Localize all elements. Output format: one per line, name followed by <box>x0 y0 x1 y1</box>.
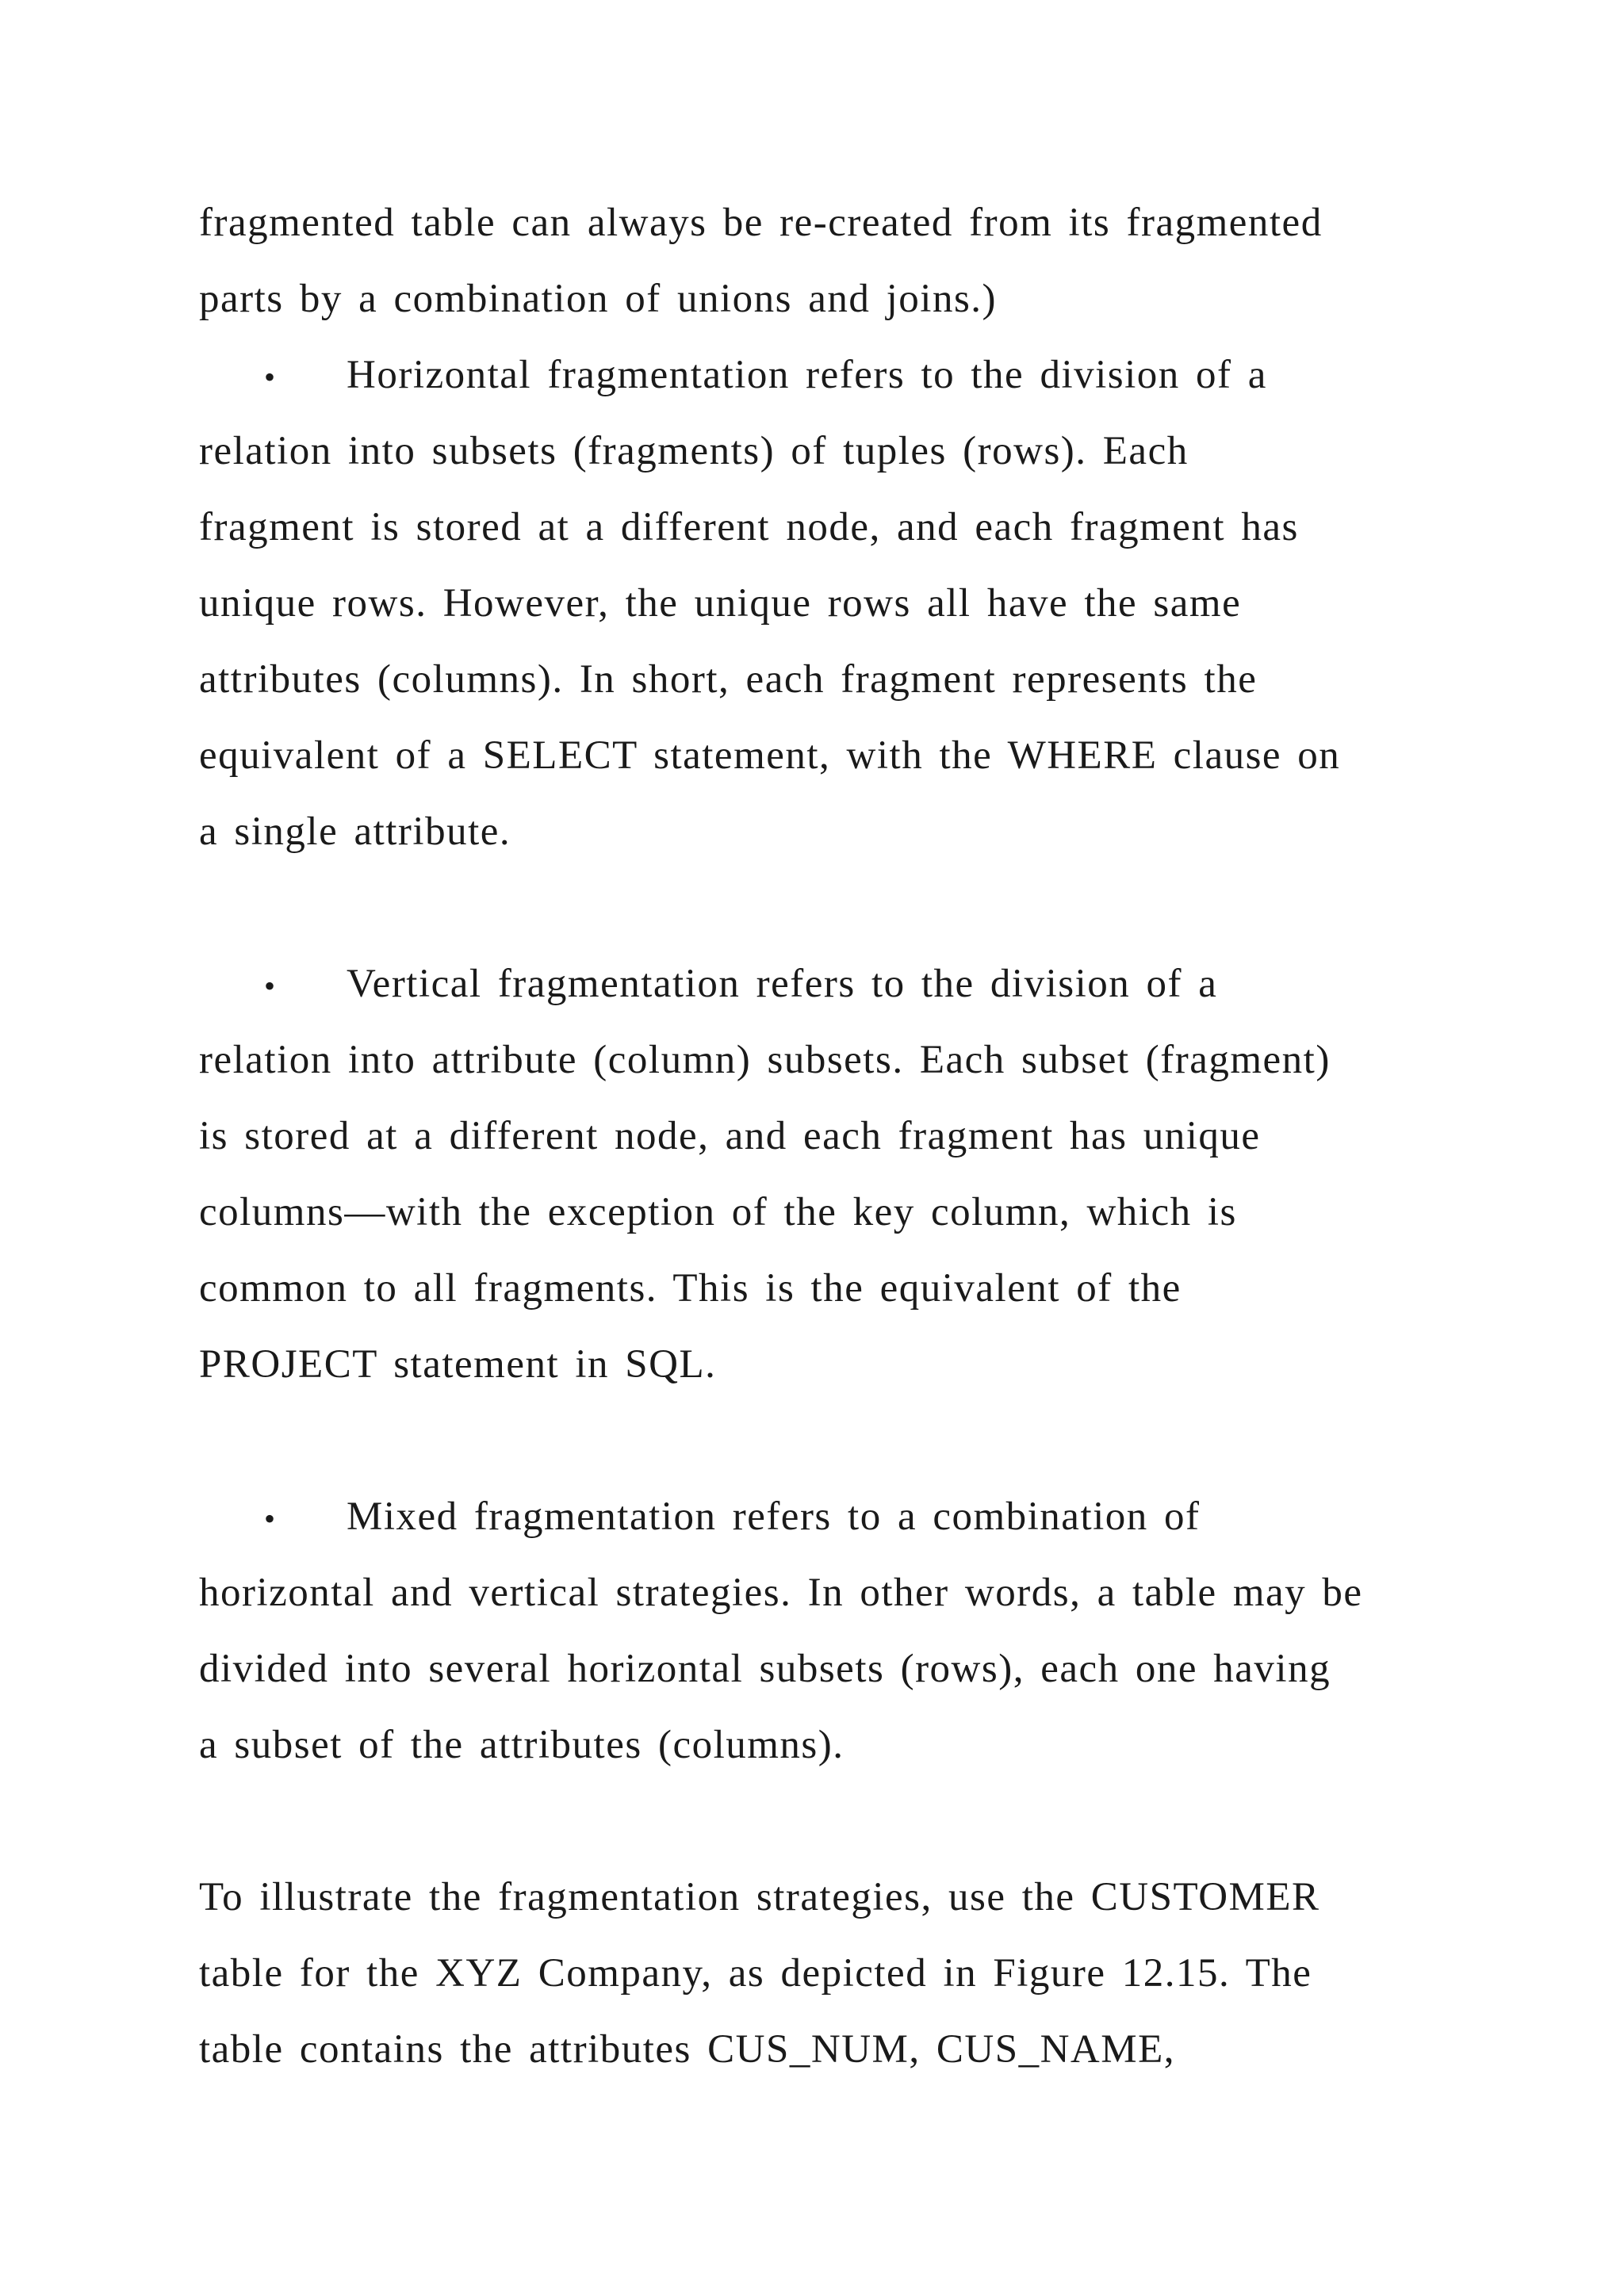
mixed-line-3: divided into several horizontal subsets (rows), each one having <box>199 1647 1331 1691</box>
mixed-line-4: a subset of the attributes (columns). <box>199 1723 845 1767</box>
horizontal-line-7: a single attribute. <box>199 809 511 854</box>
bullet-horizontal: • <box>264 359 277 395</box>
horizontal-line-5: attributes (columns). In short, each fragment represents the <box>199 657 1258 702</box>
closing-line-2: table for the XYZ Company, as depicted in Figure 12.15. The <box>199 1951 1312 1996</box>
horizontal-line-4: unique rows. However, the unique rows all have the same <box>199 581 1242 626</box>
vertical-line-3: is stored at a different node, and each fragment has unique <box>199 1114 1261 1158</box>
horizontal-line-3: fragment is stored at a different node, and each fragment has <box>199 505 1299 549</box>
horizontal-line-6: equivalent of a SELECT statement, with the WHERE clause on <box>199 733 1341 778</box>
closing-line-3: table contains the attributes CUS_NUM, CUS_NAME, <box>199 2027 1175 2072</box>
horizontal-line-2: relation into subsets (fragments) of tuples (rows). Each <box>199 429 1189 473</box>
bullet-mixed: • <box>264 1501 277 1536</box>
vertical-line-1: Vertical fragmentation refers to the division of a <box>347 962 1218 1006</box>
bullet-vertical: • <box>264 968 277 1004</box>
horizontal-line-1: Horizontal fragmentation refers to the division of a <box>347 353 1267 397</box>
mixed-line-1: Mixed fragmentation refers to a combination of <box>347 1494 1201 1539</box>
mixed-line-2: horizontal and vertical strategies. In other words, a table may be <box>199 1571 1363 1615</box>
vertical-line-2: relation into attribute (column) subsets. Each subset (fragment) <box>199 1038 1331 1082</box>
intro-line-1: fragmented table can always be re-created from its fragmented <box>199 201 1323 245</box>
vertical-line-6: PROJECT statement in SQL. <box>199 1342 717 1387</box>
vertical-line-5: common to all fragments. This is the equivalent of the <box>199 1266 1182 1311</box>
closing-line-1: To illustrate the fragmentation strategies, use the CUSTOMER <box>199 1875 1320 1919</box>
vertical-line-4: columns—with the exception of the key column, which is <box>199 1190 1237 1234</box>
intro-line-2: parts by a combination of unions and joins.) <box>199 277 998 321</box>
